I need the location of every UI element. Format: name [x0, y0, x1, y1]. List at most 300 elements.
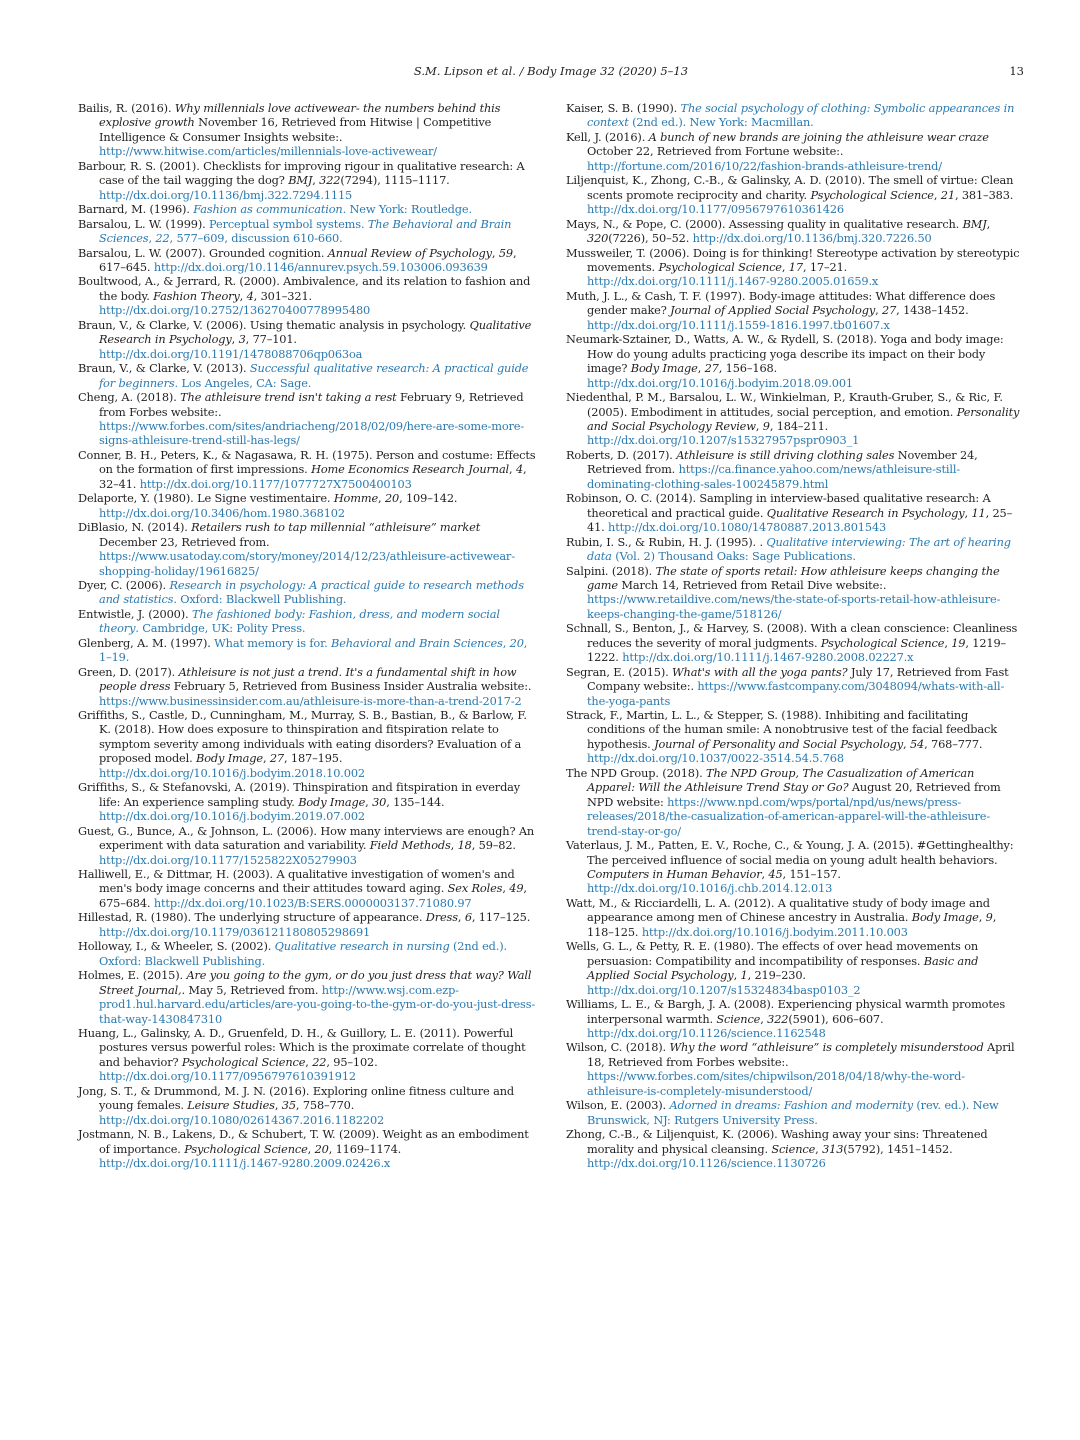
reference-text: Roberts, D. (2017). [566, 447, 677, 462]
reference-entry [566, 1040, 1024, 1098]
reference-italic-text: What's with all the yoga pants? [672, 664, 848, 679]
reference-entry [566, 1098, 1024, 1127]
reference-italic-text: 17 [788, 259, 803, 274]
reference-text: , [815, 1141, 823, 1156]
reference-link[interactable]: https://www.businessinsider.com.au/athleisure-is-more-than-a-trend-2017-2 [99, 693, 522, 708]
reference-italic-text: 320 [587, 231, 609, 246]
reference-text: , 156–168. [718, 361, 778, 376]
reference-italic-text: 9 [762, 418, 770, 433]
reference-text: December 23, Retrieved from. [99, 534, 270, 549]
reference-italic-text: Journal of Applied Social Psychology [670, 303, 876, 318]
reference-link[interactable]: The social psychology of clothing: Symbolic appearances in context [587, 101, 1015, 130]
reference-text: Barnard, M. (1996). [78, 202, 194, 217]
reference-link[interactable]: https://ca.finance.yahoo.com/news/athleisure-still-dominating-clothing-sales-100245879.html [587, 462, 960, 491]
reference-entry [566, 173, 1024, 216]
reference-text: Liljenquist, K., Zhong, C.-B., & Galinsky, A. D. (2010). The smell of virtue: Clean scents promote reciprocity and charity. [566, 173, 1014, 202]
reference-link[interactable]: http://dx.doi.org/10.1207/s15324834basp0103_2 [587, 982, 861, 997]
reference-text: Wilson, E. (2003). [566, 1098, 670, 1113]
reference-italic-text: Body Image [911, 910, 979, 925]
reference-entry [566, 535, 1024, 564]
reference-link[interactable]: 20 [509, 635, 524, 650]
reference-italic-text: 49 [509, 881, 524, 896]
reference-text: Mays, N., & Pope, C. (2000). Assessing quality in qualitative research. [566, 216, 963, 231]
reference-italic-text: 6 [464, 910, 472, 925]
reference-italic-text: 9 [985, 910, 993, 925]
reference-entry [566, 564, 1024, 622]
reference-text: November 16, Retrieved from Hitwise | Competitive Intelligence & Consumer Insights website:. [99, 115, 492, 144]
reference-link[interactable]: http://www.hitwise.com/articles/millennials-love-activewear/ [99, 144, 437, 159]
reference-entry [566, 838, 1024, 896]
reference-link[interactable]: http://dx.doi.org/10.1111/j.1559-1816.1997.tb01607.x [587, 317, 890, 332]
reference-italic-text: Personality and Social Psychology Review [587, 404, 1020, 433]
reference-text: Schnall, S., Benton, J., & Harvey, S. (2008). With a clean conscience: Cleanliness reduces the severity of moral judgments. [566, 621, 1018, 650]
reference-link[interactable]: https://www.retaildive.com/news/the-state-of-sports-retail-how-athleisure-keeps-changing-the-game/518126/ [587, 592, 1001, 621]
page-number: 13 [1009, 64, 1024, 78]
reference-link[interactable]: http://dx.doi.org/10.1136/bmj.320.7226.50 [692, 231, 932, 246]
reference-text: DiBlasio, N. (2014). [78, 520, 192, 535]
reference-text: Barsalou, L. W. (2007). Grounded cognition. [78, 245, 328, 260]
reference-entry [78, 665, 536, 708]
reference-italic-text: 27 [269, 751, 284, 766]
reference-text: Dyer, C. (2006). [78, 577, 170, 592]
reference-entry [78, 708, 536, 780]
reference-text: , [231, 332, 239, 347]
reference-link[interactable]: , 577–609, discussion 610-660. [169, 231, 343, 246]
reference-link[interactable]: http://dx.doi.org/10.1146/annurev.psych.59.103006.093639 [153, 259, 488, 274]
reference-text: , [274, 1098, 282, 1113]
reference-link[interactable]: . New York: Routledge. [342, 202, 472, 217]
reference-italic-text: 4 [246, 288, 254, 303]
reference-link[interactable]: http://dx.doi.org/10.1016/j.chb.2014.12.013 [587, 881, 833, 896]
reference-text: Cheng, A. (2018). [78, 390, 181, 405]
reference-italic-text: Leisure Studies [187, 1098, 275, 1113]
reference-link[interactable]: (2nd ed.). New York: Macmillan. [628, 115, 814, 130]
reference-text: Entwistle, J. (2000). [78, 606, 192, 621]
reference-italic-text: Psychological Science [184, 1141, 308, 1156]
reference-link[interactable]: http://www.wsj.com.ezp-prod1.hul.harvard.edu/articles/are-you-going-to-the-gym-or-do-you-just-dress-that-way-1430847310 [99, 982, 536, 1026]
reference-italic-text: Field Methods [369, 838, 451, 853]
reference-link[interactable]: http://dx.doi.org/10.1080/02614367.2016.1182202 [99, 1112, 385, 1127]
reference-entry [566, 289, 1024, 332]
reference-italic-text: Athleisure is not just a trend. It's a fundamental shift in how people dress [99, 664, 517, 694]
reference-entry [566, 766, 1024, 838]
reference-link[interactable]: . Oxford: Blackwell Publishing. [173, 592, 347, 607]
reference-text: , 301–321. [253, 288, 312, 303]
reference-entry [566, 896, 1024, 939]
reference-text: , [760, 1011, 768, 1026]
reference-text: , 32–41. [99, 462, 527, 491]
reference-text: Braun, V., & Clarke, V. (2013). [78, 361, 250, 376]
reference-italic-text: BMJ [962, 216, 987, 231]
reference-link[interactable]: http://dx.doi.org/10.1207/s15327957pspr0903_1 [587, 433, 860, 448]
reference-entry [566, 997, 1024, 1040]
reference-entry [78, 390, 536, 448]
reference-text: , [457, 910, 465, 925]
reference-entry [566, 708, 1024, 766]
reference-text: , [697, 361, 705, 376]
reference-text: , [875, 303, 883, 318]
reference-italic-text: 59 [498, 245, 513, 260]
reference-link[interactable]: http://dx.doi.org/10.1023/B:SERS.0000003137.71080.97 [153, 895, 472, 910]
reference-entry [78, 910, 536, 939]
reference-text: , 151–157. [782, 867, 841, 882]
reference-text: , [978, 910, 986, 925]
reference-link[interactable]: http://dx.doi.org/10.1037/0022-3514.54.5.768 [587, 751, 844, 766]
reference-italic-text: BMJ [288, 173, 313, 188]
reference-italic-text: 19 [951, 635, 966, 650]
reference-italic-text: Why millennials love activewear- the numbers behind this explosive growth [99, 101, 501, 130]
reference-link[interactable]: http://fortune.com/2016/10/22/fashion-brands-athleisure-trend/ [587, 158, 942, 173]
reference-entry [566, 1127, 1024, 1170]
reference-text: , [305, 1054, 313, 1069]
reference-text: Bailis, R. (2016). [78, 101, 175, 115]
reference-text: , [365, 794, 373, 809]
reference-entry [566, 939, 1024, 997]
reference-text: , 758–770. [295, 1098, 355, 1113]
reference-text: Jong, S. T., & Drummond, M. J. N. (2016). Exploring online fitness culture and young females. [78, 1083, 514, 1113]
reference-link[interactable]: https://www.fastcompany.com/3048094/whats-with-all-the-yoga-pants [587, 679, 1005, 708]
reference-italic-text: Sex Roles [447, 881, 503, 896]
reference-text: , 117–125. [471, 910, 531, 925]
reference-text: Wells, G. L., & Petty, R. E. (1980). The effects of over head movements on persuasion: Compatibility and incompatibility of responses. [566, 939, 979, 968]
reference-text: Boultwood, A., & Jerrard, R. (2000). Ambivalence, and its relation to fashion and the body. [78, 274, 531, 303]
reference-link[interactable]: http://dx.doi.org/10.1126/science.1130726 [587, 1156, 826, 1171]
reference-italic-text: 30 [372, 794, 387, 809]
reference-text: Kell, J. (2016). [566, 129, 649, 144]
reference-italic-text: 35 [281, 1098, 296, 1113]
reference-entry [566, 390, 1024, 448]
reference-entry [78, 867, 536, 910]
reference-entry [78, 607, 536, 636]
reference-link[interactable]: http://dx.doi.org/10.1191/1478088706qp063oa [99, 346, 363, 361]
reference-link[interactable]: (2nd ed.). Oxford: Blackwell Publishing. [99, 939, 507, 968]
reference-entry [78, 1084, 536, 1127]
reference-italic-text: 322 [319, 173, 341, 188]
reference-text: (7226), 50–52. [608, 231, 693, 246]
reference-link[interactable]: http://dx.doi.org/10.1126/science.1162548 [587, 1026, 826, 1040]
references-left-column [78, 101, 536, 1171]
reference-entry [78, 318, 536, 361]
reference-text: Watt, M., & Ricciardelli, L. A. (2012). A qualitative study of body image and appearance among men of Chinese ancestry in Australia. [566, 895, 990, 925]
reference-text: , 17–21. [802, 259, 848, 274]
reference-italic-text: Psychological Science [820, 635, 945, 650]
reference-link[interactable]: http://dx.doi.org/10.1016/j.bodyim.2019.07.002 [99, 809, 365, 824]
reference-entry [566, 130, 1024, 173]
reference-italic-text: Body Image [196, 751, 263, 766]
reference-italic-text: Home Economics Research Journal [311, 462, 510, 477]
reference-text: , 617–645. [99, 245, 517, 274]
reference-italic-text: The state of sports retail: How athleisure keeps changing the game [587, 563, 1000, 592]
reference-entry [78, 159, 536, 202]
reference-text: , [239, 288, 247, 303]
reference-text: , [450, 838, 458, 853]
reference-link[interactable]: , 1–19. [99, 635, 528, 665]
reference-italic-text: Retailers rush to tap millennial “athleisure” market [191, 520, 481, 535]
reference-link[interactable]: http://dx.doi.org/10.1177/1525822X05279903 [99, 852, 357, 867]
reference-italic-text: Fashion Theory [153, 288, 240, 303]
reference-text: , 135–144. [386, 794, 445, 809]
reference-entry [566, 491, 1024, 534]
reference-text: Neumark-Sztainer, D., Watts, A. W., & Rydell, S. (2018). Yoga and body image: How do young adults practicing yoga describe its impact on their body image? [566, 332, 1004, 376]
reference-text: , 675–684. [99, 881, 527, 910]
reference-link[interactable]: . Los Angeles, CA: Sage. [174, 375, 312, 390]
reference-link[interactable]: https://www.forbes.com/sites/chipwilson/2018/04/18/why-the-word-athleisure-is-completely-misunderstood/ [587, 1069, 965, 1098]
reference-link[interactable]: 22 [155, 231, 170, 246]
reference-text: Guest, G., Bunce, A., & Johnson, L. (2006). How many interviews are enough? An experiment with data saturation and variability. [78, 823, 535, 853]
reference-text: Conner, B. H., Peters, K., & Nagasawa, R. H. (1975). Person and costume: Effects on the formation of first impressions. [78, 447, 536, 477]
reference-text: March 14, Retrieved from Retail Dive website:. [617, 577, 887, 592]
reference-italic-text: Why the word “athleisure” is completely misunderstood [669, 1040, 984, 1055]
reference-text: Griffiths, S., Castle, D., Cunningham, M., Murray, S. B., Bastian, B., & Barlow, F. K. (2018). How does exposure to thinspiration and fitspiration relate to symptom severity among individuals with eating disorders? Evaluation of a proposed model. [78, 708, 527, 766]
reference-entry [78, 101, 536, 159]
reference-text: February 9, Retrieved from Forbes website:. [99, 390, 524, 419]
reference-entry [78, 361, 536, 390]
reference-italic-text: 322 [767, 1011, 789, 1026]
reference-italic-text: Homme [333, 491, 379, 506]
reference-text: Williams, L. E., & Bargh, J. A. (2008). Experiencing physical warmth promotes interpersonal warmth. [566, 997, 1006, 1026]
reference-link[interactable]: http://dx.doi.org/10.1016/j.bodyim.2011.10.003 [641, 924, 908, 939]
reference-italic-text: Science [771, 1141, 816, 1156]
reference-text: Barbour, R. S. (2001). Checklists for improving rigour in qualitative research: A case of the tail wagging the dog? [78, 158, 525, 188]
reference-text: Holloway, I., & Wheeler, S. (2002). [78, 939, 275, 954]
reference-text: July 17, Retrieved from Fast Company website:. [587, 664, 1009, 694]
reference-text: Jostmann, N. B., Lakens, D., & Schubert, T. W. (2009). Weight as an embodiment of importance. [78, 1127, 529, 1156]
reference-text: , 109–142. [399, 491, 458, 506]
reference-text: , [733, 968, 741, 983]
reference-link[interactable]: The fashioned body: Fashion, dress, and modern social theory [99, 606, 500, 636]
reference-entry [566, 332, 1024, 390]
reference-text: Wilson, C. (2018). [566, 1040, 670, 1055]
reference-text: Rubin, I. S., & Rubin, H. J. (1995). . [566, 534, 767, 549]
reference-entry [78, 939, 536, 968]
reference-italic-text: 45 [768, 867, 783, 882]
reference-link[interactable]: Adorned in dreams: Fashion and modernity [669, 1098, 913, 1113]
reference-italic-text: Athleisure is still driving clothing sales [676, 447, 895, 462]
reference-link[interactable]: Fashion as communication [193, 202, 343, 217]
reference-text: , [491, 245, 499, 260]
reference-text: , 1438–1452. [896, 303, 969, 318]
reference-text: Mussweiler, T. (2006). Doing is for thinking! Stereotype activation by stereotypic movements. [566, 245, 1020, 274]
reference-text: April 18, Retrieved from Forbes website:. [587, 1040, 1015, 1069]
reference-link[interactable]: What memory is for. [214, 635, 332, 650]
reference-text: , [262, 751, 270, 766]
reference-text: , [378, 491, 385, 506]
reference-text: , [509, 462, 516, 477]
reference-text: Strack, F., Martin, L. L., & Stepper, S. (1988). Inhibiting and facilitating conditions of the human smile: A nonobtrusive test of the facial feedback hypothesis. [566, 708, 997, 751]
reference-italic-text: The NPD Group, The Casualization of American Apparel: Will the Athleisure Trend Stay or Go? [587, 765, 975, 795]
reference-entry [78, 274, 536, 317]
reference-link[interactable]: http://dx.doi.org/10.2752/136270400778995480 [99, 303, 371, 318]
reference-link[interactable]: Qualitative interviewing: The art of hearing data [587, 534, 1011, 564]
reference-text: (5901), 606–607. [788, 1011, 884, 1026]
reference-text: , [755, 418, 763, 433]
reference-entry [566, 217, 1024, 246]
reference-text: , 77–101. [245, 332, 297, 347]
reference-link[interactable]: Behavioral and Brain Sciences [331, 635, 503, 650]
reference-link[interactable]: . Cambridge, UK: Polity Press. [135, 621, 306, 636]
reference-text: Segran, E. (2015). [566, 664, 673, 679]
reference-text: , [986, 216, 991, 231]
reference-link[interactable]: https://www.forbes.com/sites/andriacheng/2018/02/09/here-are-some-more-signs-athleisure-trend-still-has-legs/ [99, 418, 525, 448]
reference-text: Holmes, E. (2015). [78, 968, 187, 983]
reference-text: , [502, 881, 510, 896]
reference-italic-text: 27 [704, 361, 719, 376]
reference-text: . May 5, Retrieved from. [181, 982, 322, 997]
reference-text: , 59–82. [471, 838, 516, 853]
reference-link[interactable]: http://dx.doi.org/10.1177/1077727X7500400103 [139, 476, 412, 491]
reference-italic-text: Basic and Applied Social Psychology [587, 953, 979, 983]
reference-text: (5792), 1451–1452. [843, 1141, 953, 1156]
reference-entry [78, 202, 536, 216]
reference-text: Delaporte, Y. (1980). Le Signe vestimentaire. [78, 491, 334, 506]
reference-entry [566, 621, 1024, 664]
reference-text: Halliwell, E., & Dittmar, H. (2003). A qualitative investigation of women's and men's body image concerns and their attitudes toward aging. [78, 867, 515, 896]
reference-text: , 118–125. [587, 910, 997, 939]
reference-italic-text: 18 [457, 838, 472, 853]
reference-text: Muth, J. L., & Cash, T. F. (1997). Body-image attitudes: What difference does gender make? [566, 288, 996, 318]
reference-text: , 184–211. [769, 418, 829, 433]
reference-link[interactable]: Qualitative research in nursing [274, 939, 450, 954]
reference-italic-text: Psychological Science [810, 187, 934, 202]
reference-entry [78, 578, 536, 607]
reference-entry [78, 1127, 536, 1170]
reference-text: , [312, 173, 320, 188]
reference-entry [78, 491, 536, 520]
reference-text: Braun, V., & Clarke, V. (2006). Using thematic analysis in psychology. [78, 317, 470, 332]
reference-italic-text: Qualitative Research in Psychology [99, 317, 532, 347]
reference-italic-text: 20 [314, 1141, 329, 1156]
reference-link[interactable]: (rev. ed.). New Brunswick, NJ: Rutgers University Press. [587, 1098, 999, 1127]
reference-entry [78, 1026, 536, 1084]
reference-italic-text: 313 [822, 1141, 844, 1156]
reference-link[interactable]: The Behavioral and Brain Sciences [99, 216, 512, 246]
reference-text: Griffiths, S., & Stefanovski, A. (2019). Thinspiration and fitspiration in everday life: An experience sampling study. [78, 780, 521, 809]
reference-text: Salpini. (2018). [566, 563, 656, 578]
reference-text: , [307, 1141, 315, 1156]
reference-text: , [933, 187, 941, 202]
reference-text: August 20, Retrieved from NPD website: [587, 780, 1001, 809]
reference-entry [78, 217, 536, 246]
reference-text: Hillestad, R. (1980). The underlying structure of appearance. [78, 910, 426, 925]
reference-text: , 187–195. [284, 751, 343, 766]
reference-text: , [944, 635, 952, 650]
reference-text: , 25–41. [587, 505, 1013, 535]
reference-text: , [781, 259, 789, 274]
reference-text: , 768–777. [924, 736, 983, 751]
reference-text: (7294), 1115–1117. [340, 173, 450, 188]
reference-italic-text: Psychological Science [181, 1054, 306, 1069]
reference-link[interactable]: http://dx.doi.org/10.1179/036121180805298691 [99, 924, 371, 939]
reference-text: Barsalou, L. W. (1999). [78, 216, 210, 231]
reference-link[interactable]: http://dx.doi.org/10.1016/j.bodyim.2018.10.002 [99, 765, 365, 780]
reference-entry [78, 520, 536, 578]
reference-text: Huang, L., Galinsky, A. D., Gruenfeld, D. H., & Guillory, L. E. (2011). Powerful postures versus powerful roles: Which is the proximate correlate of thought and behavior? [78, 1026, 526, 1069]
reference-link[interactable]: Perceptual symbol systems. [209, 216, 368, 231]
reference-entry [566, 448, 1024, 491]
reference-link[interactable]: , [148, 231, 156, 246]
reference-link[interactable]: , [502, 635, 510, 650]
reference-text: Niedenthal, P. M., Barsalou, L. W., Winkielman, P., Krauth-Gruber, S., & Ric, F. (2005). Embodiment in attitudes, social perception, and emotion. [566, 390, 1003, 419]
reference-italic-text: Are you going to the gym, or do you just dress that way? Wall Street Journal, [99, 968, 532, 997]
reference-link[interactable]: (Vol. 2) Thousand Oaks: Sage Publications. [611, 549, 856, 564]
reference-text: , 381–383. [954, 187, 1014, 202]
reference-italic-text: Body Image [298, 794, 366, 809]
running-header [78, 64, 1024, 82]
reference-text: , [761, 867, 769, 882]
reference-italic-text: 1 [740, 968, 748, 983]
reference-text: Robinson, O. C. (2014). Sampling in interview-based qualitative research: A theoretical and practical guide. [566, 491, 991, 520]
reference-text: November 24, Retrieved from. [587, 447, 978, 477]
references-right-column [566, 101, 1024, 1171]
reference-italic-text: Psychological Science [658, 259, 782, 274]
reference-italic-text: 3 [238, 332, 246, 347]
reference-italic-text: Science [716, 1011, 761, 1026]
reference-link[interactable]: http://dx.doi.org/10.3406/hom.1980.368102 [99, 505, 345, 520]
reference-link[interactable]: http://dx.doi.org/10.1136/bmj.322.7294.1115 [99, 187, 353, 202]
reference-entry [78, 246, 536, 275]
reference-link[interactable]: Research in psychology: A practical guide to research methods and statistics [99, 577, 524, 607]
reference-link[interactable]: https://www.npd.com/wps/portal/npd/us/news/press-releases/2018/the-casualization-of-american-apparel-will-the-athleisure-trend-stay-or-go/ [587, 794, 991, 838]
reference-text: , [903, 736, 910, 751]
reference-text: Zhong, C.-B., & Liljenquist, K. (2006). Washing away your sins: Threatened morality and physical cleansing. [566, 1127, 988, 1156]
reference-italic-text: Body Image [630, 361, 698, 376]
reference-text: , 1219–1222. [587, 635, 1007, 665]
reference-text: October 22, Retrieved from Fortune website:. [587, 144, 844, 159]
reference-italic-text: 22 [312, 1054, 327, 1069]
reference-entry [78, 968, 536, 1026]
reference-text: Green, D. (2017). [78, 664, 179, 679]
reference-link[interactable]: http://dx.doi.org/10.1111/j.1467-9280.2008.02227.x [622, 650, 914, 665]
reference-italic-text: Dress [425, 910, 458, 925]
reference-entry [78, 448, 536, 491]
reference-link[interactable]: http://dx.doi.org/10.1177/0956797610391912 [99, 1069, 356, 1084]
reference-entry [566, 246, 1024, 289]
reference-text: , 219–230. [747, 968, 806, 983]
reference-link[interactable]: http://dx.doi.org/10.1016/j.bodyim.2018.09.001 [587, 375, 853, 390]
reference-link[interactable]: http://dx.doi.org/10.1177/0956797610361426 [587, 202, 844, 217]
reference-italic-text: 20 [384, 491, 400, 506]
reference-link[interactable]: http://dx.doi.org/10.1111/j.1467-9280.2009.02426.x [99, 1156, 391, 1171]
reference-italic-text: 54 [909, 736, 925, 751]
reference-italic-text: 4 [515, 462, 524, 477]
reference-italic-text: 11 [971, 505, 986, 520]
reference-entry [78, 636, 536, 665]
reference-text: , 95–102. [326, 1054, 378, 1069]
reference-text: Kaiser, S. B. (1990). [566, 101, 681, 115]
reference-text: , [964, 505, 972, 520]
reference-link[interactable]: https://www.usatoday.com/story/money/2014/12/23/athleisure-activewear-shopping-holiday/19616825/ [99, 549, 515, 578]
reference-text: , 1169–1174. [328, 1141, 402, 1156]
reference-italic-text: Computers in Human Behavior [587, 867, 762, 882]
reference-italic-text: 27 [882, 303, 897, 318]
reference-text: The NPD Group. (2018). [566, 765, 707, 780]
reference-italic-text: The athleisure trend isn't taking a rest [180, 390, 397, 405]
reference-link[interactable]: http://dx.doi.org/10.1111/j.1467-9280.2005.01659.x [587, 274, 879, 289]
reference-link[interactable]: Successful qualitative research: A practical guide for beginners [99, 361, 529, 390]
reference-italic-text: A bunch of new brands are joining the athleisure wear craze [648, 129, 989, 144]
reference-text: Glenberg, A. M. (1997). [78, 635, 215, 650]
reference-italic-text: Annual Review of Psychology [327, 245, 492, 260]
reference-link[interactable]: http://dx.doi.org/10.1080/14780887.2013.801543 [608, 520, 887, 535]
reference-entry [78, 824, 536, 867]
reference-text: Vaterlaus, J. M., Patten, E. V., Roche, C., & Young, J. A. (2015). #Gettinghealthy: The perceived influence of social media on young adult health behaviors. [566, 838, 1014, 867]
reference-text: February 5, Retrieved from Business Insider Australia website:. [170, 679, 532, 694]
reference-italic-text: Journal of Personality and Social Psychology [654, 736, 904, 751]
reference-entry [566, 101, 1024, 130]
reference-entry [566, 665, 1024, 708]
reference-italic-text: 21 [940, 187, 955, 202]
reference-entry [78, 780, 536, 823]
